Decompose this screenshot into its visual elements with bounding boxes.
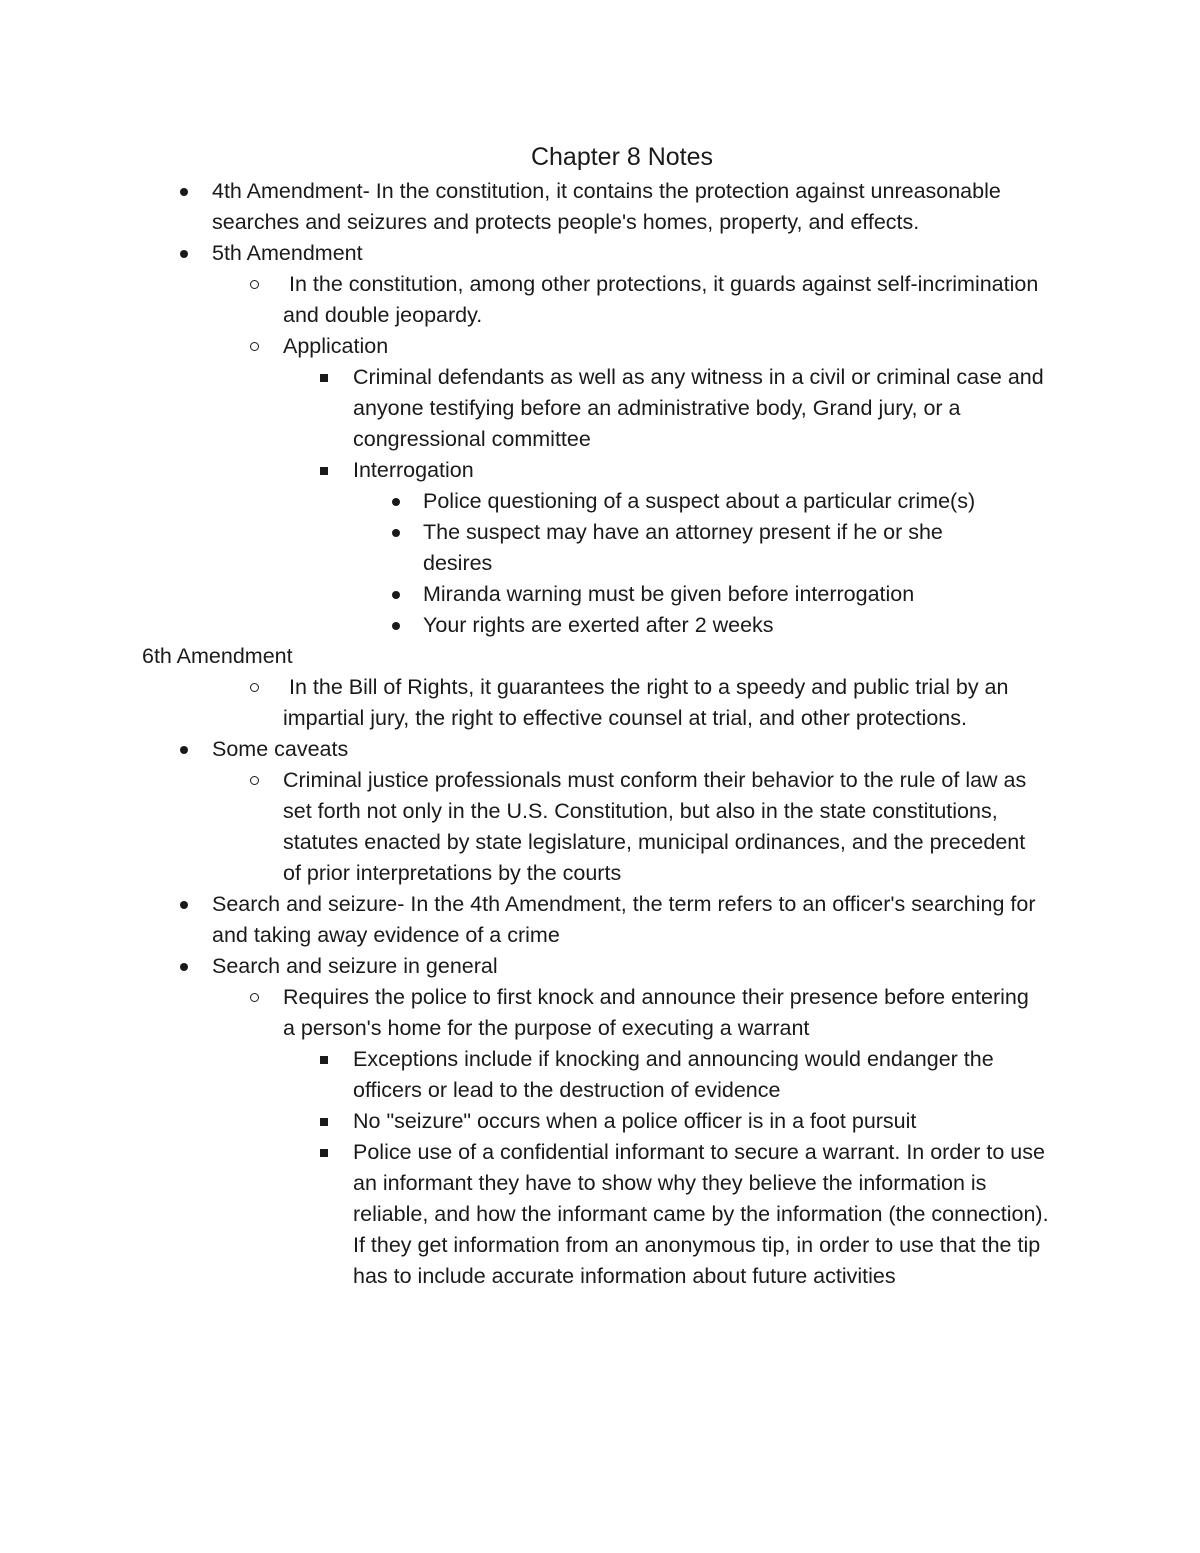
list-item	[0, 765, 1043, 889]
list-item	[0, 610, 1013, 641]
list-item	[0, 362, 1063, 455]
bullet-circle-icon	[250, 683, 259, 692]
list-item-text: Exceptions include if knocking and announcing would endanger the officers or lead to the destruction of evidence	[353, 1047, 994, 1102]
list-item-text: Police use of a confidential informant to secure a warrant. In order to use an informant they have to show why they believe the information is reliable, and how the informant came by the information (the connection). If they get information from an anonymous tip, in order to use that the tip has to include accurate information about future activities	[353, 1140, 1049, 1288]
bullet-circle-icon	[250, 280, 259, 289]
list-item	[0, 486, 1013, 517]
list-item-text: 6th Amendment	[142, 644, 293, 668]
list-item	[0, 982, 1043, 1044]
list-item-text: The suspect may have an attorney present if he or she desires	[423, 520, 943, 575]
bullet-dot-icon	[180, 188, 188, 196]
list-item-text: Search and seizure in general	[212, 954, 498, 978]
bullet-dot-icon	[392, 529, 400, 537]
bullet-circle-icon	[250, 776, 259, 785]
bullet-dot-icon	[392, 498, 400, 506]
list-item	[0, 238, 1072, 269]
bullet-square-icon	[320, 1149, 328, 1157]
list-item	[0, 951, 1072, 982]
list-item-text: Police questioning of a suspect about a particular crime(s)	[423, 489, 976, 513]
list-item	[0, 517, 1013, 579]
list-item	[0, 1044, 1063, 1106]
list-item	[0, 672, 1043, 734]
list-item	[0, 734, 1072, 765]
bullet-square-icon	[320, 1118, 328, 1126]
page-title: Chapter 8 Notes	[530, 143, 714, 171]
list-item	[0, 331, 1043, 362]
list-item-text: In the constitution, among other protections, it guards against self-incrimination and double jeopardy.	[283, 272, 1045, 327]
list-item	[0, 269, 1043, 331]
list-item	[0, 1106, 1063, 1137]
list-item-text: 4th Amendment- In the constitution, it contains the protection against unreasonable searches and seizures and protects people's homes, property, and effects.	[212, 179, 1001, 234]
list-item-text: Criminal justice professionals must conform their behavior to the rule of law as set forth not only in the U.S. Constitution, but also in the state constitutions, statutes enacted by state legislature, municipal ordinances, and the precedent of prior interpretations by the courts	[283, 768, 1027, 885]
list-item-text: Some caveats	[212, 737, 349, 761]
bullet-dot-icon	[392, 591, 400, 599]
bullet-circle-icon	[250, 993, 259, 1002]
list-item-text: No "seizure" occurs when a police officer is in a foot pursuit	[353, 1109, 917, 1133]
list-item	[0, 579, 1013, 610]
bullet-dot-icon	[180, 901, 188, 909]
bullet-dot-icon	[180, 963, 188, 971]
bullet-dot-icon	[180, 250, 188, 258]
list-item-text: Interrogation	[353, 458, 474, 482]
list-item	[0, 176, 1072, 238]
bullet-circle-icon	[250, 342, 259, 351]
list-item-text: Your rights are exerted after 2 weeks	[423, 613, 774, 637]
list-item-text: Criminal defendants as well as any witness in a civil or criminal case and anyone testifying before an administrative body, Grand jury, or a congressional committee	[353, 365, 1044, 451]
list-item	[0, 455, 1063, 486]
list-item-text: In the Bill of Rights, it guarantees the right to a speedy and public trial by an impartial jury, the right to effective counsel at trial, and other protections.	[283, 675, 1015, 730]
list-item-text: Miranda warning must be given before interrogation	[423, 582, 915, 606]
bullet-square-icon	[320, 374, 328, 382]
bullet-square-icon	[320, 1056, 328, 1064]
bullet-square-icon	[320, 467, 328, 475]
list-item	[0, 889, 1072, 951]
section-heading	[0, 641, 1042, 672]
list-item-text: Requires the police to first knock and announce their presence before entering a person's home for the purpose of executing a warrant	[283, 985, 1029, 1040]
bullet-dot-icon	[180, 746, 188, 754]
list-item-text: Application	[283, 334, 389, 358]
notes-list	[0, 176, 1200, 1292]
list-item	[0, 1137, 1063, 1292]
bullet-dot-icon	[392, 622, 400, 630]
list-item-text: 5th Amendment	[212, 241, 363, 265]
list-item-text: Search and seizure- In the 4th Amendment, the term refers to an officer's searching for and taking away evidence of a crime	[212, 892, 1036, 947]
